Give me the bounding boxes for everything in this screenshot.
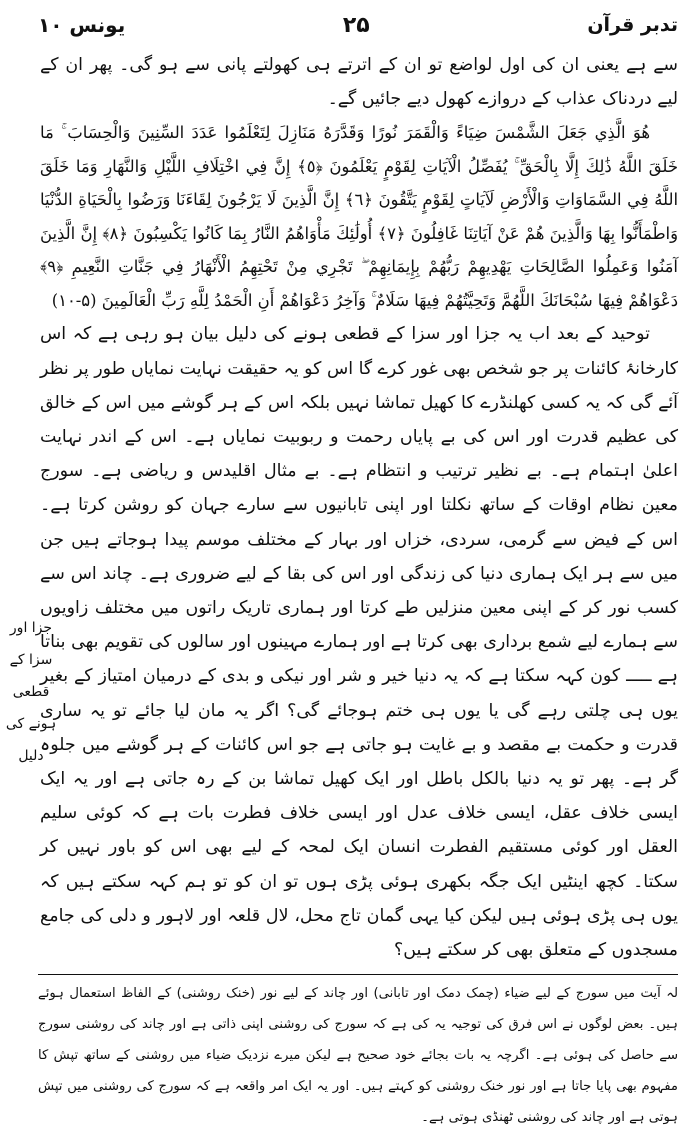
footnote-text: لہ آیت میں سورج کے لیے ضیاء (چمک دمک اور تابانی) اور چاند کے لیے نور (خنک روشنی) کے الفاظ استعمال ہوئے ہیں۔ بعض لوگوں نے اس فرق کی توجیہ یہ کی ہے کہ سورج کی روشنی اپنی ذاتی ہے اور چاند کی روشنی سورج سے حاصل کی ہوئی ہے۔ اگرچہ یہ بات بجائے خود صحیح ہے لیکن میرے نزدیک ضیاء میں روشنی کے ساتھ تپش کا مفہوم بھی پایا جاتا ہے اور نور خنک روشنی کو کہتے ہیں۔ اور یہ ایک امر واقعہ ہے کہ سورج کی روشنی میں تپش ہوتی ہے اور چاند کی روشنی ٹھنڈی ہوتی ہے۔ bbox=[38, 986, 678, 1125]
commentary-paragraph: توحید کے بعد اب یہ جزا اور سزا کے قطعی ہونے کی دلیل بیان ہو رہی ہے کہ اس کارخانۂ کائنات پر جو شخص بھی غور کرے گا اس کو یہ حقیقت نہایت نمایاں طور پر نظر آئے گی کہ یہ کسی کھلنڈرے کا کھیل تماشا نہیں بلکہ اس کے ہر گوشے میں اس کے خالق کی عظیم قدرت اور اس کی بے پایاں رحمت و ربوبیت نمایاں ہے۔ اس کے اندر نہایت اعلیٰ اہتمام ہے۔ بے نظیر ترتیب و انتظام ہے۔ بے مثال اقلیدس و ریاضی ہے۔ سورج معین نظام اوقات کے ساتھ نکلتا اور اپنی تابانیوں سے سارے جہان کو روشن کرتا ہے۔ اس کے فیض سے گرمی، سردی، خزاں اور بہار کے مختلف موسم پیدا ہوجاتے ہیں جن میں سے ہر ایک ہماری دنیا کی زندگی اور اس کی بقا کے لیے ضروری ہے۔ چاند اس سے کسب نور کر کے اپنی معین منزلیں طے کرتا اور ہماری تاریک راتوں میں مختلف زاویوں سے ہمارے لیے شمع برداری بھی کرتا ہے اور ہمارے مہینوں اور سالوں کی تقویم بھی بناتا ہے ـــــ کون کہہ سکتا ہے کہ یہ دنیا خیر و شر اور نیکی و بدی کے درمیان امتیاز کے بغیر یوں ہی چلتی رہے گی یا یوں ہی ختم ہوجائے گی؟ اگر یہ مان لیا جائے تو یہ ساری قدرت و حکمت بے مقصد و بے غایت ہو جاتی ہے جو اس کائنات کے ہر گوشے میں جلوہ گر ہے۔ پھر تو یہ دنیا بالکل باطل اور ایک کھیل تماشا بن کے رہ جاتی ہے اور یہ ایک ایسی خلاف عقل، ایسی خلاف عدل اور ایسی خلاف فطرت بات ہے کہ کوئی سلیم العقل اور کوئی مستقیم الفطرت انسان ایک لمحہ کے لیے بھی اس کو باور نہیں کر سکتا۔ کچھ اینٹیں ایک جگہ بکھری ہوئی پڑی ہوں تو ان کو تو ہم کہہ سکتے ہیں کہ یوں ہی پڑی ہوئی ہیں لیکن کیا یہی گمان تاج محل، لال قلعہ اور لاہور و دلی کی جامع مسجدوں کے متعلق بھی کر سکتے ہیں؟ bbox=[40, 324, 678, 961]
book-title: تدبر قرآن bbox=[587, 14, 678, 36]
page-number: ۲۵ bbox=[342, 12, 370, 38]
intro-paragraph: سے ہے یعنی ان کی اول لواضع تو ان کے اترتے ہی کھولتے پانی سے ہو گی۔ پھر ان کے لیے دردناک عذاب کے دروازے کھول دیے جائیں گے۔ bbox=[40, 55, 678, 110]
quran-verses: هُوَ الَّذِي جَعَلَ الشَّمْسَ ضِيَاءً وَالْقَمَرَ نُورًا وَقَدَّرَهُ مَنَازِلَ لِتَعْلَمُوا عَدَدَ السِّنِينَ وَالْحِسَابَ ۚ مَا خَلَقَ اللَّهُ ذَٰلِكَ إِلَّا بِالْحَقِّ ۚ يُفَصِّلُ الْآيَاتِ لِقَوْمٍ يَعْلَمُونَ ﴿٥﴾ إِنَّ فِي اخْتِلَافِ اللَّيْلِ وَالنَّهَارِ وَمَا خَلَقَ اللَّهُ فِي السَّمَاوَاتِ وَالْأَرْضِ لَآيَاتٍ لِقَوْمٍ يَتَّقُونَ ﴿٦﴾ إِنَّ الَّذِينَ لَا يَرْجُونَ لِقَاءَنَا وَرَضُوا بِالْحَيَاةِ الدُّنْيَا وَاطْمَأَنُّوا بِهَا وَالَّذِينَ هُمْ عَنْ آيَاتِنَا غَافِلُونَ ﴿٧﴾ أُولَٰئِكَ مَأْوَاهُمُ النَّارُ بِمَا كَانُوا يَكْسِبُونَ ﴿٨﴾ إِنَّ الَّذِينَ آمَنُوا وَعَمِلُوا الصَّالِحَاتِ يَهْدِيهِمْ رَبُّهُمْ بِإِيمَانِهِمْ ۖ تَجْرِي مِنْ تَحْتِهِمُ الْأَنْهَارُ فِي جَنَّاتِ النَّعِيمِ ﴿٩﴾ دَعْوَاهُمْ فِيهَا سُبْحَانَكَ اللَّهُمَّ وَتَحِيَّتُهُمْ فِيهَا سَلَامٌ ۚ وَآخِرُ دَعْوَاهُمْ أَنِ الْحَمْدُ لِلَّهِ رَبِّ الْعَالَمِينَ (۵-۱۰) bbox=[40, 123, 678, 310]
margin-heading: جزا اور سزا کے قطعی ہونے کی دلیل bbox=[5, 620, 57, 764]
main-text bbox=[40, 48, 678, 967]
footnote-divider bbox=[38, 974, 678, 975]
page-header bbox=[38, 8, 678, 42]
chapter-title: یونس ۱۰ bbox=[38, 13, 126, 37]
footnote-section bbox=[38, 978, 678, 1133]
